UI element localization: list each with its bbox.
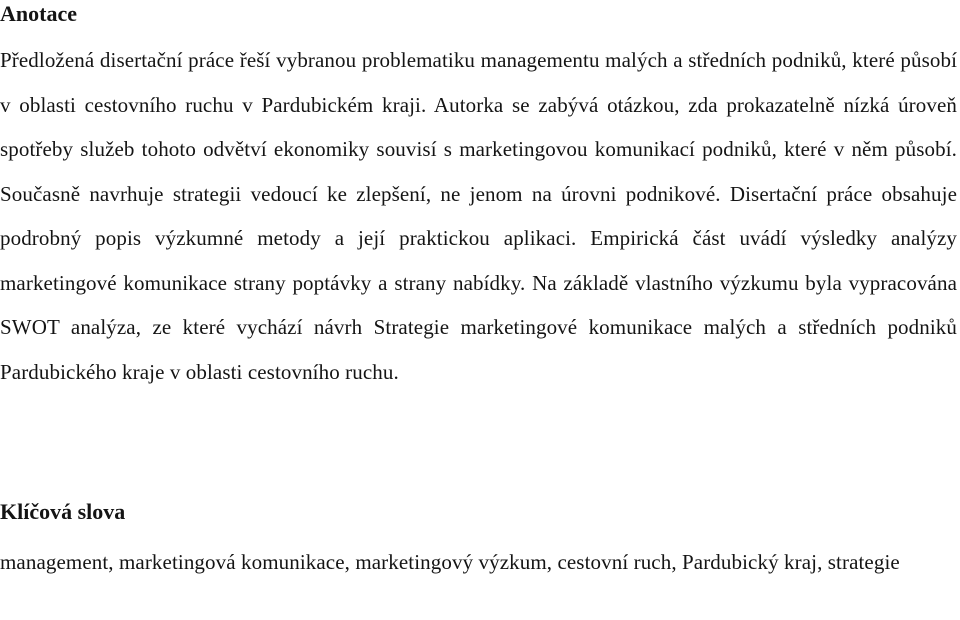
abstract-text: Předložená disertační práce řeší vybranou problematiku managementu malých a středních podniků, které působí v oblasti cestovního ruchu v Pardubickém kraji. Autorka se zabývá otázkou, zda prokazatelně nízká úroveň spotřeby služeb tohoto odvětví ekonomiky souvisí s marketingovou komunikací podniků, které v něm působí. Současně navrhuje strategii vedoucí ke zlepšení, ne jenom na úrovni podnikové. Disertační práce obsahuje podrobný popis výzkumné metody a její praktickou aplikaci. Empirická část uvádí výsledky analýzy marketingové komunikace strany poptávky a strany nabídky. Na základě vlastního výzkumu byla vypracována SWOT analýza, ze které vychází návrh Strategie marketingové komunikace malých a středních podniků Pardubického kraje v oblasti cestovního ruchu. bbox=[0, 48, 957, 384]
keywords-heading: Klíčová slova bbox=[0, 499, 126, 524]
keywords-text: management, marketingová komunikace, marketingový výzkum, cestovní ruch, Pardubický kraj, strategie bbox=[0, 550, 900, 574]
abstract-heading: Anotace bbox=[0, 1, 77, 26]
